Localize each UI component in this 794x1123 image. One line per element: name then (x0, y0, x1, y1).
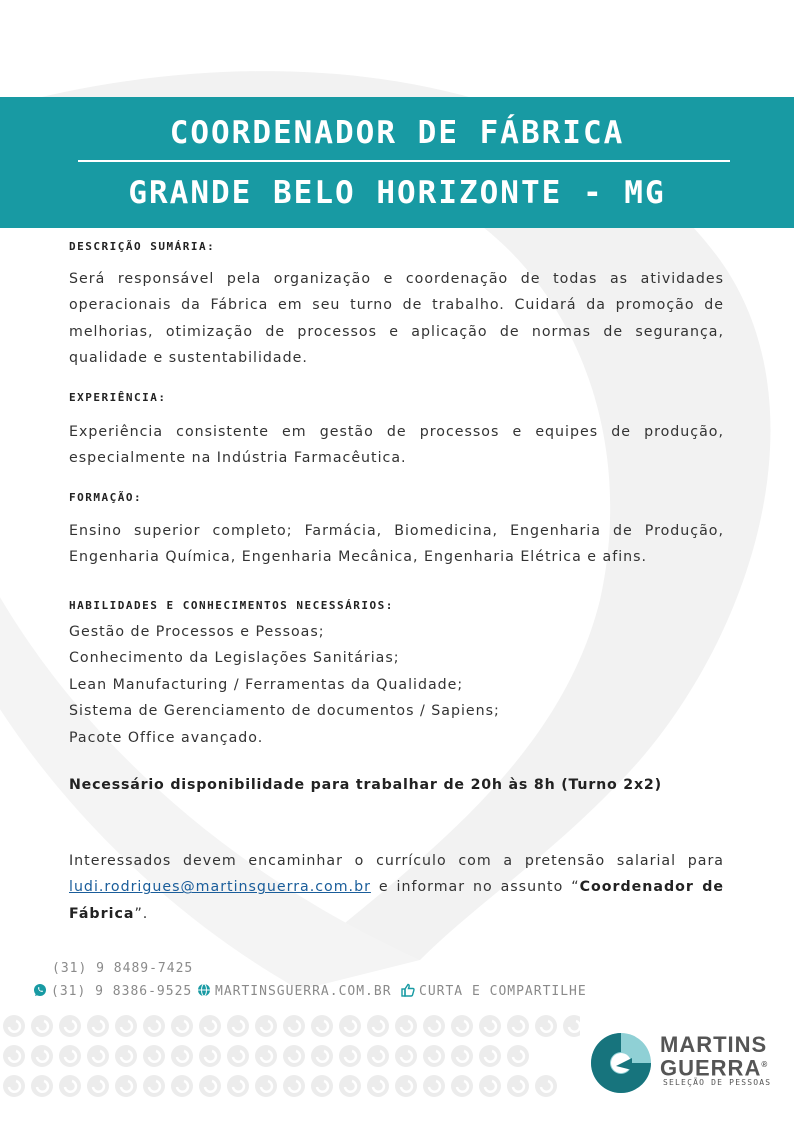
dot-mark (283, 1075, 305, 1097)
dot-mark (479, 1045, 501, 1067)
logo-line2 (660, 1054, 768, 1079)
dot-mark (171, 1075, 193, 1097)
dot-mark (311, 1045, 333, 1067)
dot-mark (227, 1075, 249, 1097)
share-text: CURTA E COMPARTILHE (419, 984, 587, 999)
education-heading: FORMAÇÃO: (69, 491, 143, 504)
dot-mark (255, 1045, 277, 1067)
dot-mark (339, 1045, 361, 1067)
dot-mark (115, 1015, 137, 1037)
website-link[interactable] (197, 983, 392, 999)
experience-text: Experiência consistente em gestão de processos e equipes de produção, especialmente na Indústria Farmacêutica. (69, 424, 724, 467)
dot-mark (367, 1015, 389, 1037)
dot-mark (423, 1015, 445, 1037)
dot-mark (143, 1045, 165, 1067)
phone-number-2: (31) 9 8386-9525 (51, 984, 193, 999)
dot-mark (283, 1045, 305, 1067)
dot-mark (3, 1075, 25, 1097)
thumbs-up-icon (401, 983, 415, 997)
dot-mark (311, 1015, 333, 1037)
dot-mark (451, 1075, 473, 1097)
dot-mark (311, 1075, 333, 1097)
dot-mark (507, 1075, 529, 1097)
globe-icon (197, 983, 211, 997)
job-location: GRANDE BELO HORIZONTE - MG (128, 175, 666, 211)
dot-mark (395, 1075, 417, 1097)
dot-mark (87, 1015, 109, 1037)
logo-mark (588, 1030, 654, 1096)
application-text-before: Interessados devem encaminhar o currículo com a pretensão salarial para (69, 853, 724, 869)
dot-mark (283, 1015, 305, 1037)
decorative-dot-pattern (0, 1010, 580, 1110)
dot-mark (339, 1075, 361, 1097)
dot-mark (255, 1015, 277, 1037)
dot-mark (199, 1015, 221, 1037)
header-divider (78, 160, 730, 162)
registered-mark: ® (761, 1060, 769, 1069)
application-text-after: ”. (134, 905, 149, 922)
email-link[interactable]: ludi.rodrigues@martinsguerra.com.br (69, 879, 371, 896)
dot-mark (479, 1075, 501, 1097)
job-title: COORDENADOR DE FÁBRICA (169, 115, 625, 151)
header-band (0, 97, 794, 228)
dot-mark (199, 1045, 221, 1067)
dot-mark (227, 1015, 249, 1037)
dot-mark (423, 1075, 445, 1097)
dot-mark (255, 1075, 277, 1097)
dot-mark (199, 1075, 221, 1097)
share-link[interactable] (401, 983, 587, 999)
dot-mark (171, 1015, 193, 1037)
dot-mark (3, 1045, 25, 1067)
dot-mark (535, 1015, 557, 1037)
skill-item: Gestão de Processos e Pessoas; (69, 624, 325, 640)
logo-line1: MARTINS (660, 1032, 768, 1057)
dot-mark (395, 1045, 417, 1067)
availability-note: Necessário disponibilidade para trabalhar de 20h às 8h (Turno 2x2) (69, 777, 662, 793)
dot-mark (115, 1075, 137, 1097)
summary-text: Será responsável pela organização e coordenação de todas as atividades operacionais da Fábrica em seu turno de trabalho. Cuidará da promoção de melhorias, otimização de processos e aplicação de normas de segurança, qualidade e sustentabilidade. (69, 271, 724, 367)
dot-mark (479, 1015, 501, 1037)
logo-line2-text: GUERRA (660, 1055, 762, 1081)
dot-mark (507, 1015, 529, 1037)
experience-heading: EXPERIÊNCIA: (69, 391, 167, 404)
whatsapp-icon (33, 983, 47, 997)
dot-mark (31, 1045, 53, 1067)
education-text: Ensino superior completo; Farmácia, Biomedicina, Engenharia de Produção, Engenharia Química, Engenharia Mecânica, Engenharia Elétrica e afins. (69, 523, 724, 566)
phone-number-1[interactable]: (31) 9 8489-7425 (52, 961, 194, 976)
skills-heading: HABILIDADES E CONHECIMENTOS NECESSÁRIOS: (69, 599, 394, 612)
application-instructions (69, 848, 724, 927)
dot-mark (451, 1015, 473, 1037)
dot-mark (339, 1015, 361, 1037)
dot-mark (59, 1015, 81, 1037)
dot-mark (171, 1045, 193, 1067)
dot-mark (563, 1015, 580, 1037)
dot-mark (143, 1015, 165, 1037)
application-text-middle: e informar no assunto “ (370, 879, 580, 896)
skill-item: Conhecimento da Legislações Sanitárias; (69, 650, 400, 667)
skill-item: Sistema de Gerenciamento de documentos / Sapiens; (69, 703, 500, 720)
logo-tagline: SELEÇÃO DE PESSOAS (663, 1078, 772, 1087)
dot-mark (87, 1045, 109, 1067)
dot-mark (367, 1075, 389, 1097)
dot-mark (423, 1045, 445, 1067)
dot-mark (3, 1015, 25, 1037)
dot-mark (31, 1075, 53, 1097)
dot-mark (115, 1045, 137, 1067)
dot-mark (395, 1015, 417, 1037)
phone-contact-2[interactable] (33, 983, 192, 999)
dot-mark (59, 1075, 81, 1097)
dot-mark (59, 1045, 81, 1067)
skill-item: Pacote Office avançado. (69, 729, 264, 746)
dot-mark (367, 1045, 389, 1067)
dot-mark (227, 1045, 249, 1067)
skills-list (69, 619, 500, 751)
skill-item: Lean Manufacturing / Ferramentas da Qualidade; (69, 676, 464, 693)
website-text: MARTINSGUERRA.COM.BR (215, 984, 392, 999)
dot-mark (31, 1015, 53, 1037)
dot-mark (507, 1045, 529, 1067)
dot-mark (143, 1075, 165, 1097)
summary-heading: DESCRIÇÃO SUMÁRIA: (69, 240, 216, 253)
dot-mark (535, 1075, 557, 1097)
dot-mark (451, 1045, 473, 1067)
email-subject: Coordenador de Fábrica (69, 879, 724, 922)
dot-mark (87, 1075, 109, 1097)
martins-guerra-logo (588, 1030, 778, 1096)
